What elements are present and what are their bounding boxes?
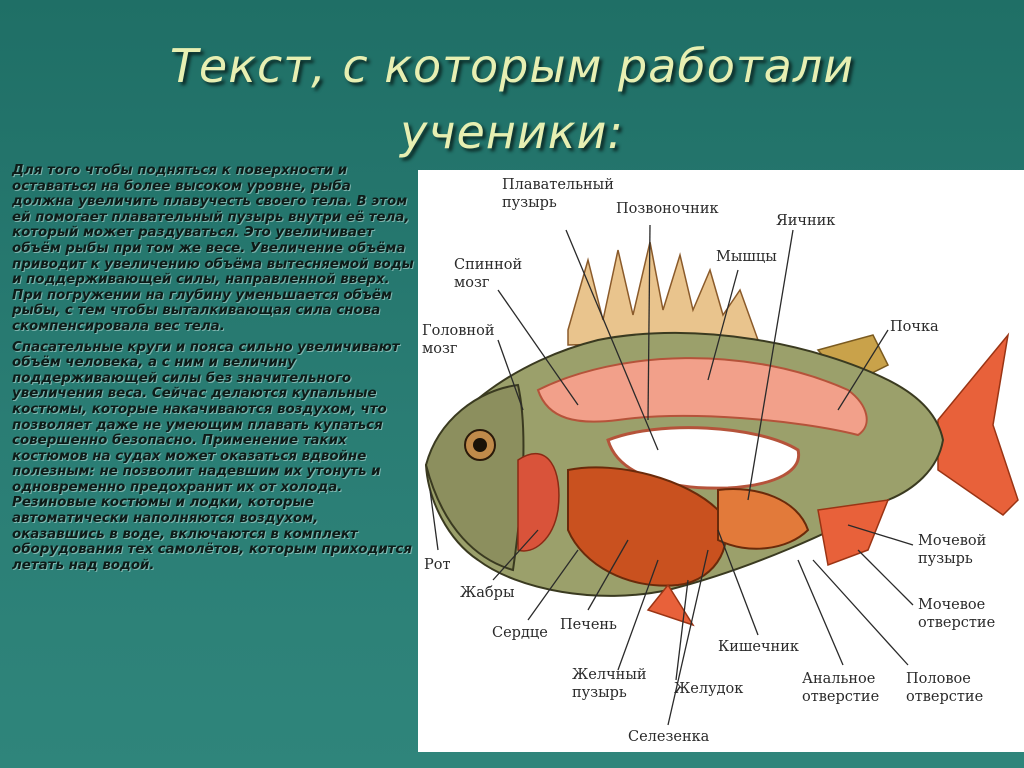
slide-title-line2: ученики: <box>400 105 624 159</box>
label-kidney: Почка <box>890 319 939 335</box>
anal-fin <box>818 500 888 565</box>
label-intestine: Кишечник <box>718 639 799 655</box>
label-liver: Печень <box>560 617 617 633</box>
label-spleen: Селезенка <box>628 729 710 745</box>
label-heart: Сердце <box>492 625 548 641</box>
fish-head <box>426 385 523 570</box>
label-gills: Жабры <box>460 585 515 601</box>
label-spine: Позвоночник <box>616 201 719 217</box>
paragraph-1: Для того чтобы подняться к поверхности и оставаться на более высоком уровне, рыба должна увеличить плавучесть своего тела. В этом ей помогает плавательный пузырь внутри её тела, который может раздуваться. Это увеличивает объём рыбы при том же весе. Увеличение объёма приводит к увеличению объёма вытесняемой воды и поддерживающей силы, направленной вверх. При погружении на глубину уменьшается объём рыбы, с тем чтобы выталкивающая сила снова скомпенсировала вес тела. <box>12 163 414 334</box>
label-ovary: Яичник <box>776 213 836 229</box>
label-stomach: Желудок <box>674 681 744 697</box>
label-spinal-cord: Спинной мозг <box>454 257 523 291</box>
slide-title-line1: Текст, с которым работали <box>169 39 855 93</box>
tail-fin <box>938 335 1018 515</box>
body-text <box>12 163 414 578</box>
label-urinary-opening: Мочевое отверстие <box>918 597 996 631</box>
label-anal-opening: Анальное отверстие <box>802 671 880 705</box>
paragraph-2: Спасательные круги и пояса сильно увеличивают объём человека, а с ним и величину поддерживающей силы без значительного увеличения веса. Сейчас делаются купальные костюмы, которые накачиваются воздухом, что позволяет даже не умеющим плавать купаться совершенно безопасно. Применение таких костюмов на судах может оказаться вдвойне полезным: не позволит надевшим их утонуть и одновременно предохранит их от холода. Резиновые костюмы и лодки, которые автоматически наполняются воздухом, оказавшись в воде, включаются в комплект оборудования тех самолётов, которым приходится летать над водой. <box>12 339 412 573</box>
label-muscles: Мышцы <box>716 249 777 265</box>
label-gallbladder: Желчный пузырь <box>572 667 647 701</box>
label-genital-opening: Половое отверстие <box>906 671 984 705</box>
label-urinary-bladder: Мочевой пузырь <box>918 533 987 567</box>
fish-anatomy-diagram <box>418 170 1024 752</box>
label-brain: Головной мозг <box>422 323 495 357</box>
label-swim-bladder: Плавательный пузырь <box>502 177 614 211</box>
label-mouth: Рот <box>424 557 451 573</box>
